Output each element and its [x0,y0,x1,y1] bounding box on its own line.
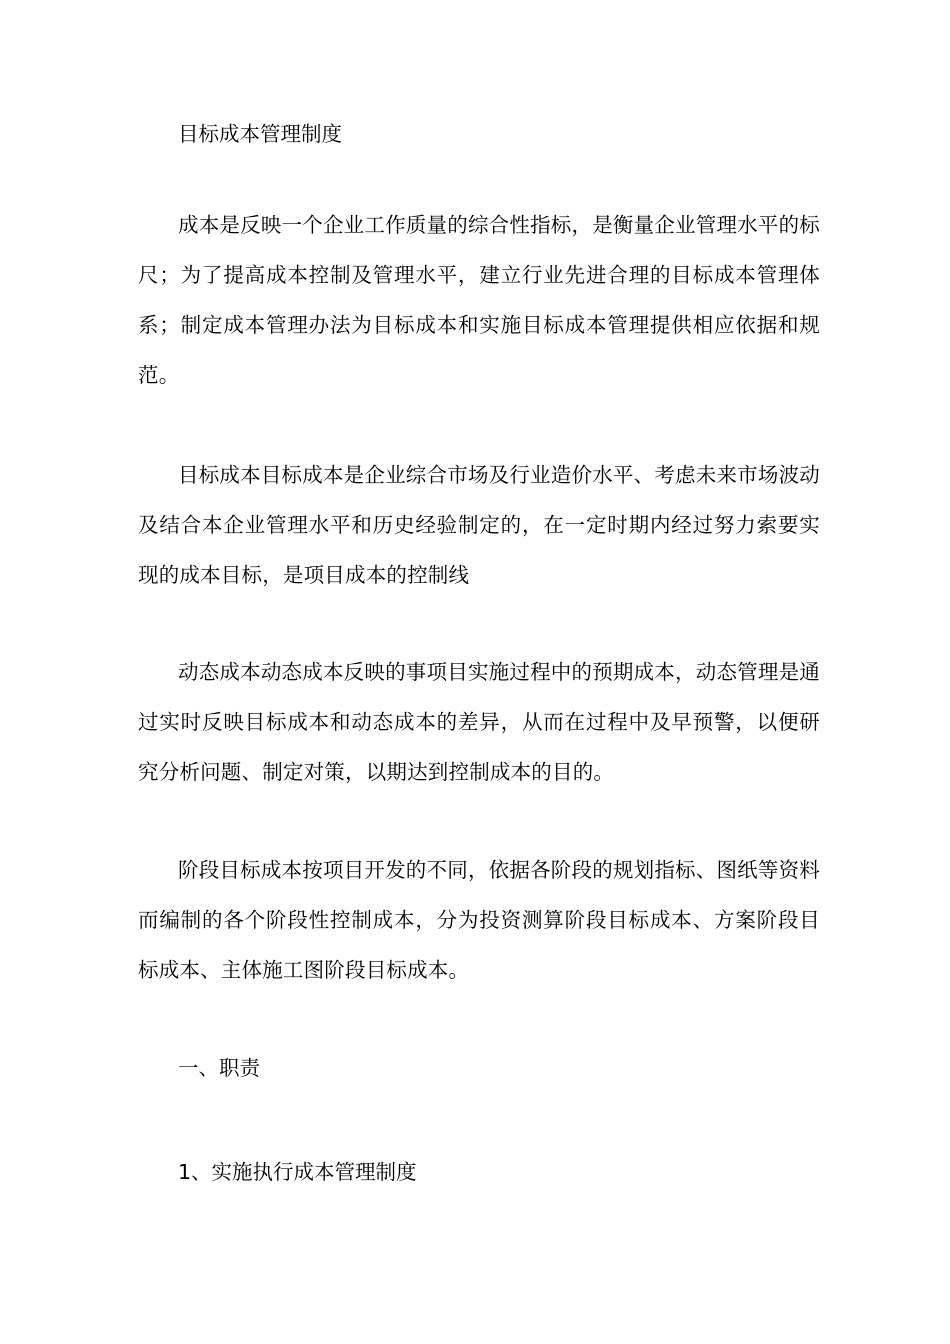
section-heading-responsibilities: 一、职责 [178,1056,260,1080]
document-title: 目标成本管理制度 [178,122,342,146]
paragraph-cost-definition: 成本是反映一个企业工作质量的综合性指标，是衡量企业管理水平的标尺；为了提高成本控制及管理水平，建立行业先进合理的目标成本管理体系；制定成本管理办法为目标成本和实施目标成本管理提供相应依据和规范。 [138,213,820,387]
paragraph-stage-target-cost: 阶段目标成本按项目开发的不同，依据各阶段的规划指标、图纸等资料而编制的各个阶段性控制成本，分为投资测算阶段目标成本、方案阶段目标成本、主体施工图阶段目标成本。 [138,858,820,982]
paragraph-dynamic-cost: 动态成本动态成本反映的事项目实施过程中的预期成本，动态管理是通过实时反映目标成本和动态成本的差异，从而在过程中及早预警，以便研究分析问题、制定对策，以期达到控制成本的目的。 [138,660,820,784]
paragraph-target-cost: 目标成本目标成本是企业综合市场及行业造价水平、考虑未来市场波动及结合本企业管理水平和历史经验制定的，在一定时期内经过努力索要实现的成本目标，是项目成本的控制线 [138,463,820,587]
subsection-heading: 1、实施执行成本管理制度 [178,1160,417,1184]
